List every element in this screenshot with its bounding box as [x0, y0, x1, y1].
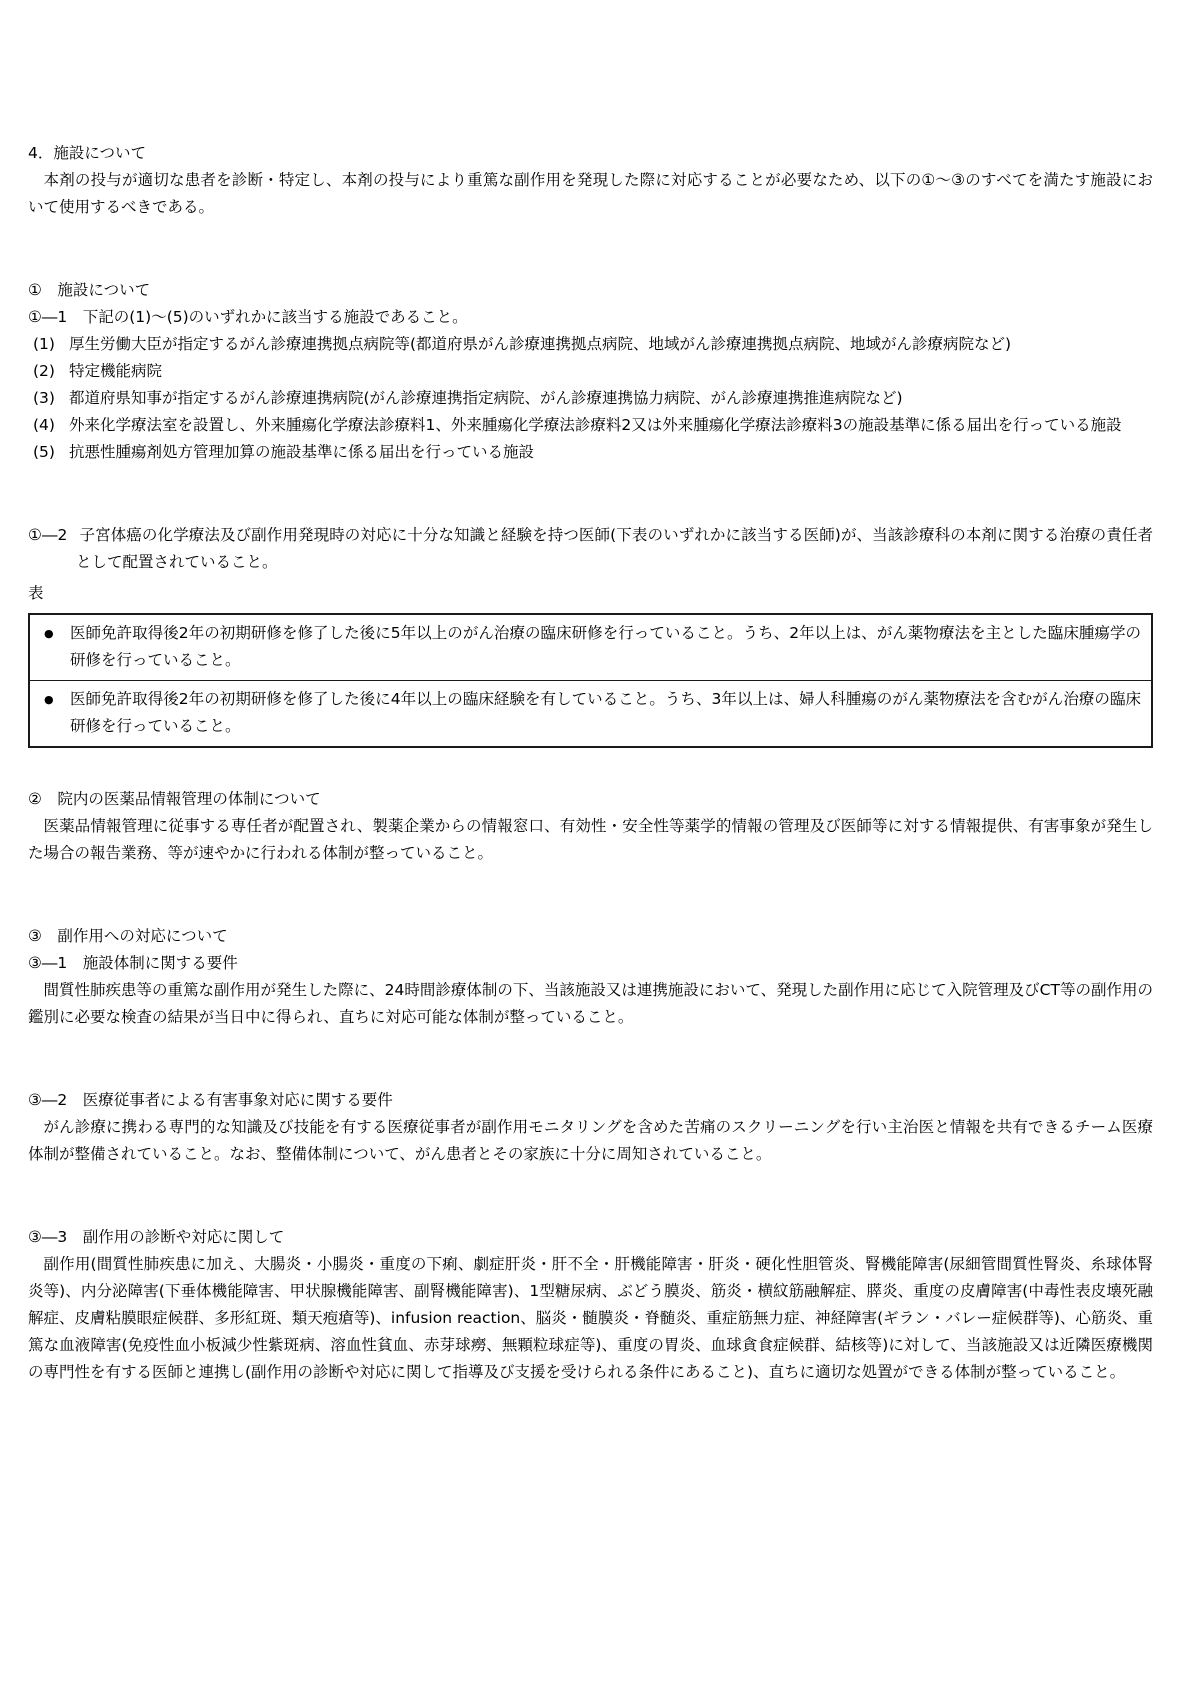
- section-3-3-title: ③―3 副作用の診断や対応に関して: [28, 1228, 285, 1246]
- facility-list: [28, 331, 1153, 466]
- section-1-2: [28, 522, 1153, 576]
- section-1-2-label: ①―2: [28, 526, 68, 544]
- section-1-1-title: ①―1 下記の(1)～(5)のいずれかに該当する施設であること。: [28, 308, 468, 326]
- section-3-3-body: 副作用(間質性肺疾患に加え、大腸炎・小腸炎・重度の下痢、劇症肝炎・肝不全・肝機能障害・肝炎・硬化性胆管炎、腎機能障害(尿細管間質性腎炎、糸球体腎炎等)、内分泌障害(下垂体機能障害、甲状腺機能障害、副腎機能障害)、1型糖尿病、ぶどう膜炎、筋炎・横紋筋融解症、膵炎、重度の皮膚障害(中毒性表皮壊死融解症、皮膚粘膜眼症候群、多形紅斑、類天疱瘡等)、infusion reaction、脳炎・髄膜炎・脊髄炎、重症筋無力症、神経障害(ギラン・バレー症候群等)、心筋炎、重篤な血液障害(免疫性血小板減少性紫斑病、溶血性貧血、赤芽球癆、無顆粒球症等)、重度の胃炎、血球貪食症候群、結核等)に対して、当該施設又は近隣医療機関の専門性を有する医師と連携し(副作用の診断や対応に関して指導及び支援を受けられる条件にあること)、直ちに適切な処置ができる体制が整っていること。: [28, 1255, 1153, 1381]
- facility-item-text: 特定機能病院: [69, 362, 163, 380]
- bullet-icon: ●: [44, 693, 54, 706]
- facility-item-number: (5): [33, 443, 55, 461]
- intro-paragraph: 本剤の投与が適切な患者を診断・特定し、本剤の投与により重篤な副作用を発現した際に対応することが必要なため、以下の①～③のすべてを満たす施設において使用するべきである。: [28, 171, 1153, 216]
- facility-item-text: 抗悪性腫瘍剤処方管理加算の施設基準に係る届出を行っている施設: [69, 443, 535, 461]
- table-row-text: 医師免許取得後2年の初期研修を修了した後に4年以上の臨床経験を有していること。うち、3年以上は、婦人科腫瘍のがん薬物療法を含むがん治療の臨床研修を行っていること。: [70, 690, 1141, 735]
- facility-item-text: 外来化学療法室を設置し、外来腫瘍化学療法診療料1、外来腫瘍化学療法診療料2又は外来腫瘍化学療法診療料3の施設基準に係る届出を行っている施設: [69, 416, 1122, 434]
- section-3-1-body: 間質性肺疾患等の重篤な副作用が発生した際に、24時間診療体制の下、当該施設又は連携施設において、発現した副作用に応じて入院管理及びCT等の副作用の鑑別に必要な検査の結果が当日中に得られ、直ちに対応可能な体制が整っていること。: [28, 981, 1153, 1026]
- section-1-2-text: 子宮体癌の化学療法及び副作用発現時の対応に十分な知識と経験を持つ医師(下表のいずれかに該当する医師)が、当該診療科の本剤に関する治療の責任者として配置されていること。: [76, 526, 1153, 571]
- facility-item-text: 厚生労働大臣が指定するがん診療連携拠点病院等(都道府県がん診療連携拠点病院、地域がん診療連携拠点病院、地域がん診療病院など): [69, 335, 1012, 353]
- section-3-1-title: ③―1 施設体制に関する要件: [28, 954, 238, 972]
- facility-item: [33, 331, 1153, 358]
- bullet-icon: ●: [44, 627, 54, 640]
- facility-item: [33, 358, 1153, 385]
- section-3-title: ③ 副作用への対応について: [28, 927, 228, 945]
- section-2-body: 医薬品情報管理に従事する専任者が配置され、製薬企業からの情報窓口、有効性・安全性等薬学的情報の管理及び医師等に対する情報提供、有害事象が発生した場合の報告業務、等が速やかに行われる体制が整っていること。: [28, 817, 1153, 862]
- facility-item-number: (2): [33, 362, 55, 380]
- doc-heading: 4．施設について: [28, 144, 147, 162]
- facility-item-text: 都道府県知事が指定するがん診療連携病院(がん診療連携指定病院、がん診療連携協力病院、がん診療連携推進病院など): [69, 389, 903, 407]
- facility-item-number: (1): [33, 335, 55, 353]
- table-row-text: 医師免許取得後2年の初期研修を修了した後に5年以上のがん治療の臨床研修を行っていること。うち、2年以上は、がん薬物療法を主とした臨床腫瘍学の研修を行っていること。: [70, 624, 1141, 669]
- section-1-title: ① 施設について: [28, 281, 151, 299]
- section-3-2-body: がん診療に携わる専門的な知識及び技能を有する医療従事者が副作用モニタリングを含めた苦痛のスクリーニングを行い主治医と情報を共有できるチーム医療体制が整備されていること。なお、整備体制について、がん患者とその家族に十分に周知されていること。: [28, 1118, 1153, 1163]
- facility-item: [33, 412, 1153, 439]
- table-row: [30, 680, 1151, 746]
- facility-item: [33, 385, 1153, 412]
- table-label: 表: [28, 584, 44, 602]
- section-3-2-title: ③―2 医療従事者による有害事象対応に関する要件: [28, 1091, 393, 1109]
- facility-item-number: (3): [33, 389, 55, 407]
- table-row: [30, 615, 1151, 680]
- facility-item: [33, 439, 1153, 466]
- section-2-title: ② 院内の医薬品情報管理の体制について: [28, 790, 321, 808]
- criteria-table: [28, 613, 1153, 748]
- facility-item-number: (4): [33, 416, 55, 434]
